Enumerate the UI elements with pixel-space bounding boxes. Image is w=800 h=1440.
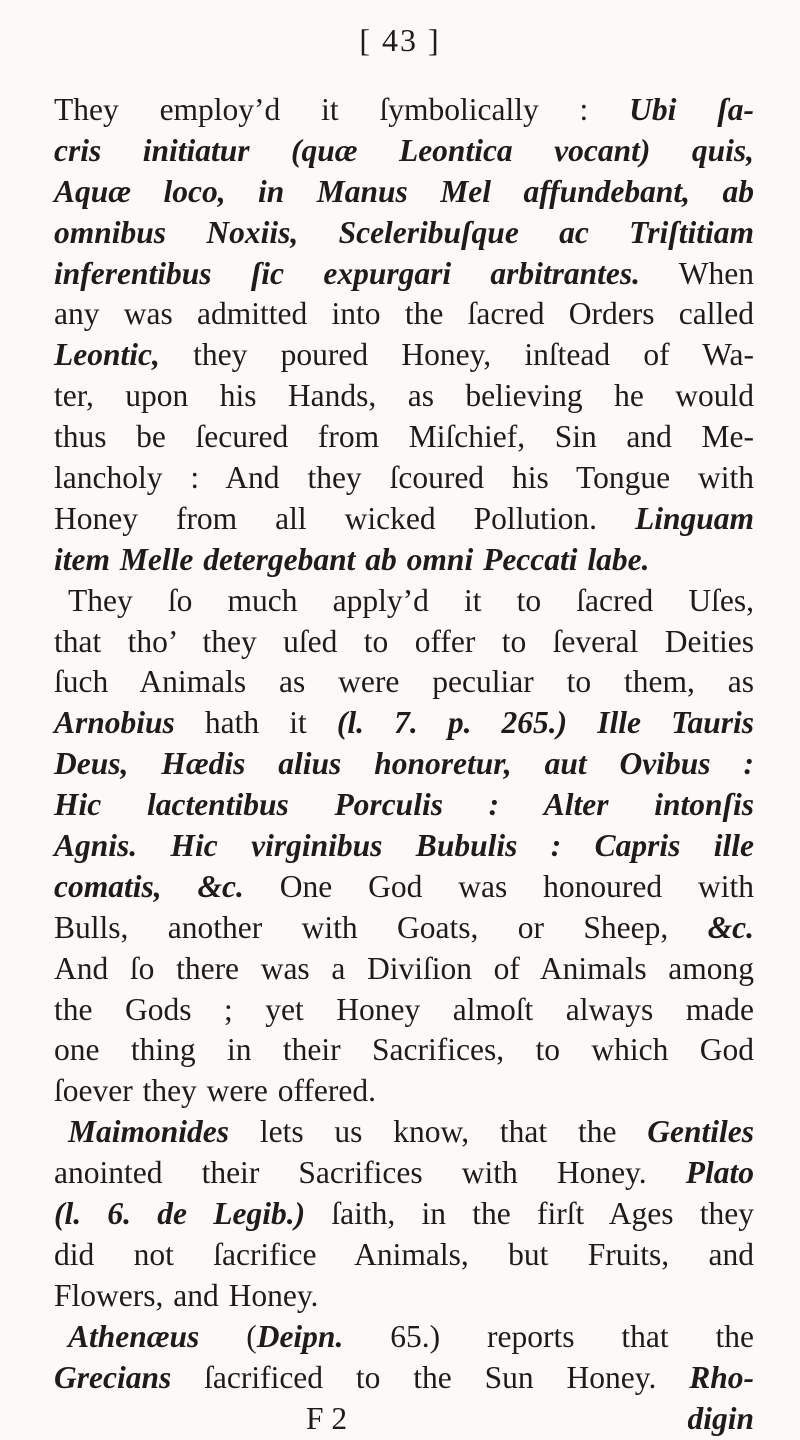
italic-segment: cris initiatur (quæ Leontica vocant) quis, xyxy=(54,132,754,168)
italic-segment: inferentibus ſic expurgari arbitrantes. xyxy=(54,255,641,291)
text-segment: one thing in their Sacrifices, to which God xyxy=(54,1032,754,1068)
italic-segment: Plato xyxy=(685,1155,754,1191)
italic-segment: Ubi ſa- xyxy=(629,92,754,127)
italic-segment: (l. 7. p. 265.) xyxy=(336,705,568,741)
italic-segment: omnibus Noxiis, Sceleribuſque ac Triſtitiam xyxy=(54,214,754,250)
italic-segment: Deus, Hædis alius honoretur, aut Ovibus : xyxy=(54,746,754,782)
italic-segment: Maimonides xyxy=(68,1114,230,1150)
body-text xyxy=(54,90,754,1399)
italic-segment: Ille Tauris xyxy=(597,705,754,741)
italic-segment: (l. 6. de Legib.) xyxy=(54,1196,306,1232)
italic-segment: Agnis. Hic virginibus Bubulis : Capris ille xyxy=(54,828,754,864)
italic-segment: Linguam xyxy=(634,500,754,536)
text-segment: lets us know, that the xyxy=(229,1114,648,1150)
text-line xyxy=(54,376,754,417)
text-segment: 65.) reports that the xyxy=(343,1318,754,1354)
text-segment: ſoever they were offered. xyxy=(54,1073,376,1109)
footer-line xyxy=(54,1399,754,1440)
text-segment: anointed their Sacrifices with Honey. xyxy=(54,1155,686,1191)
text-line xyxy=(54,540,754,581)
page-number: [ 43 ] xyxy=(359,22,441,58)
text-segment: One God was honoured with xyxy=(243,868,754,904)
italic-segment: comatis, &c. xyxy=(54,868,244,904)
text-segment: any was admitted into the ſacred Orders called xyxy=(54,296,754,332)
text-line xyxy=(54,1071,754,1112)
text-segment: hath it xyxy=(174,705,337,741)
text-line xyxy=(54,254,754,295)
text-line xyxy=(54,131,754,172)
text-segment: ſaith, in the firſt Ages they xyxy=(305,1196,754,1232)
text-segment: Flowers, and Honey. xyxy=(54,1277,319,1313)
text-line xyxy=(54,1194,754,1235)
italic-segment: Grecians xyxy=(54,1359,172,1395)
text-segment: they poured Honey, inſtead of Wa- xyxy=(159,337,754,373)
text-segment: Bulls, another with Goats, or Sheep, xyxy=(54,909,708,945)
text-line xyxy=(54,785,754,826)
text-segment: ( xyxy=(199,1318,257,1354)
text-segment: ſacrificed to the Sun Honey. xyxy=(171,1359,690,1395)
text-segment: They ſo much apply’d it to ſacred Uſes, xyxy=(68,582,754,618)
italic-segment: item Melle detergebant ab omni Peccati labe. xyxy=(54,541,650,577)
text-line xyxy=(54,908,754,949)
text-line xyxy=(54,622,754,663)
italic-segment: Rho- xyxy=(689,1359,754,1395)
signature-mark: F 2 xyxy=(306,1400,348,1436)
text-segment: the Gods ; yet Honey almoſt always made xyxy=(54,991,754,1027)
text-line xyxy=(54,294,754,335)
text-segment: ter, upon his Hands, as believing he would xyxy=(54,378,754,414)
text-line xyxy=(54,90,754,131)
text-segment: ſuch Animals as were peculiar to them, as xyxy=(54,664,754,700)
text-line xyxy=(54,744,754,785)
italic-segment: Athenæus xyxy=(68,1318,200,1354)
text-line xyxy=(54,581,754,622)
text-line xyxy=(54,703,754,744)
text-line xyxy=(54,1235,754,1276)
italic-segment: Gentiles xyxy=(647,1114,754,1150)
text-line xyxy=(54,1358,754,1399)
text-line xyxy=(54,1276,754,1317)
catchword: digin xyxy=(687,1400,754,1436)
text-segment: lancholy : And they ſcoured his Tongue with xyxy=(54,460,754,496)
page-footer xyxy=(54,1399,754,1440)
text-line xyxy=(54,213,754,254)
italic-segment: Arnobius xyxy=(54,705,175,741)
text-segment xyxy=(567,705,597,740)
italic-segment: Deipn. xyxy=(256,1318,344,1354)
text-line xyxy=(54,867,754,908)
text-segment: that tho’ they uſed to offer to ſeveral Deities xyxy=(54,623,754,659)
text-line xyxy=(54,458,754,499)
text-segment: did not ſacrifice Animals, but Fruits, and xyxy=(54,1236,754,1272)
text-line xyxy=(54,172,754,213)
italic-segment: Aquæ loco, in Manus Mel affundebant, ab xyxy=(54,173,754,209)
text-line xyxy=(54,1317,754,1358)
text-line xyxy=(54,499,754,540)
italic-segment: Leontic, xyxy=(54,337,160,373)
text-line xyxy=(54,826,754,867)
text-segment: Honey from all wicked Pollution. xyxy=(54,500,635,536)
text-segment: thus be ſecured from Miſchief, Sin and Me- xyxy=(54,419,754,455)
italic-segment: &c. xyxy=(707,909,754,945)
text-line xyxy=(54,1030,754,1071)
text-line xyxy=(54,662,754,703)
text-line xyxy=(54,990,754,1031)
italic-segment: Hic lactentibus Porculis : Alter intonſis xyxy=(54,787,754,823)
text-segment: When xyxy=(640,255,754,291)
text-segment: And ſo there was a Diviſion of Animals among xyxy=(54,950,754,986)
text-line xyxy=(54,949,754,990)
text-segment: They employ’d it ſymbolically : xyxy=(54,92,630,127)
text-line xyxy=(54,335,754,376)
text-line xyxy=(54,417,754,458)
text-line xyxy=(54,1112,754,1153)
text-line xyxy=(54,1153,754,1194)
